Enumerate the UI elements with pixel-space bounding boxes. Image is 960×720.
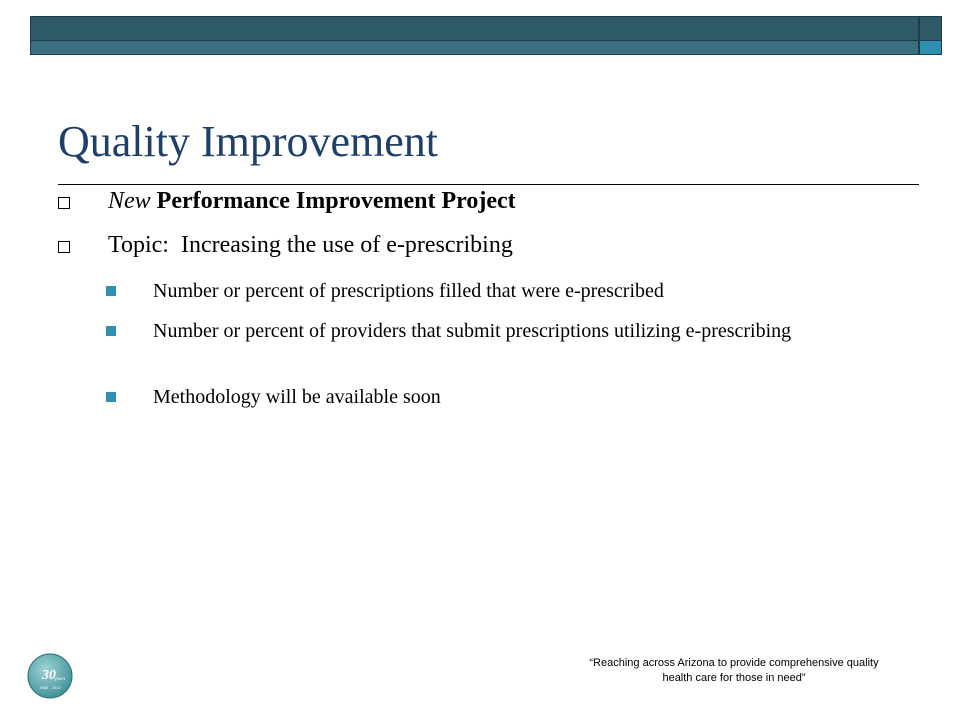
subbullet-methodology (106, 384, 896, 410)
logo-dates: 1982 - 2012 (39, 685, 61, 690)
hollow-square-bullet-icon (58, 197, 70, 209)
anniversary-logo-icon (27, 653, 73, 699)
footer-tagline (540, 656, 928, 686)
header-bar-top (30, 16, 919, 41)
subbullet-providers (106, 318, 896, 344)
bullet-italic-new: New (108, 188, 151, 214)
logo-number: 30 (42, 668, 56, 683)
filled-square-bullet-icon (106, 286, 116, 296)
footer-line-1: “Reaching across Arizona to provide comprehensive quality (589, 657, 879, 669)
header-square-top (919, 16, 942, 41)
footer-line-2: health care for those in need” (662, 672, 806, 684)
title-divider (58, 184, 919, 185)
subbullet-label: Number or percent of prescriptions filled that were e-prescribed (153, 280, 664, 302)
bullet-project-label: Performance Improvement Project (150, 188, 516, 214)
logo-sublabel: years (54, 677, 66, 682)
header-bar-bottom (30, 40, 919, 55)
subbullet-label: Number or percent of providers that submit prescriptions utilizing e-prescribing (153, 320, 792, 342)
subbullet-prescriptions (106, 278, 896, 304)
hollow-square-bullet-icon (58, 241, 70, 253)
filled-square-bullet-icon (106, 392, 116, 402)
subbullet-label: Methodology will be available soon (153, 386, 441, 408)
filled-square-bullet-icon (106, 326, 116, 336)
header-square-bottom (919, 40, 942, 55)
slide-title: Quality Improvement (58, 117, 439, 166)
bullet-topic-label: Topic: Increasing the use of e-prescribing (108, 232, 513, 258)
